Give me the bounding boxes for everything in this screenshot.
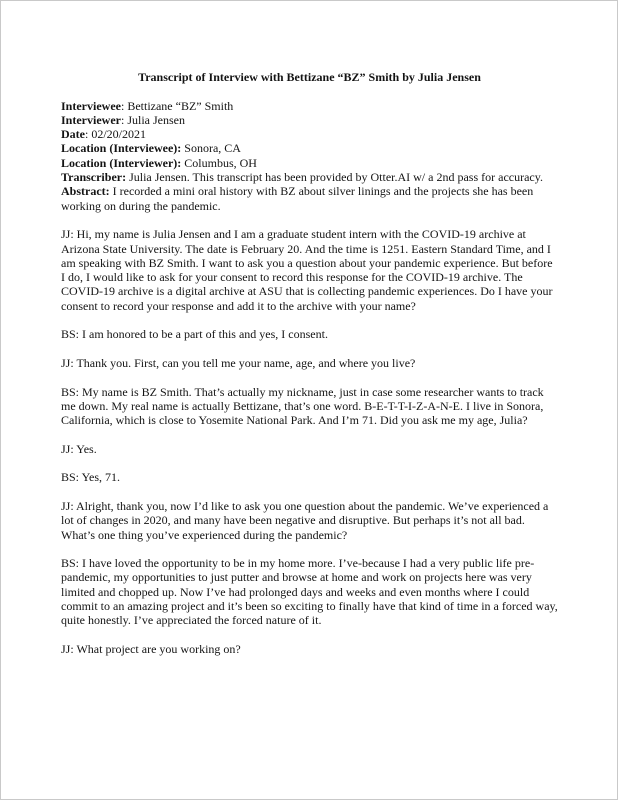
meta-interviewer <box>61 113 558 127</box>
transcript-paragraph: BS: Yes, 71. <box>61 470 121 485</box>
transcript-paragraph: BS: I am honored to be a part of this and yes, I consent. <box>61 327 328 342</box>
transcript-body <box>61 227 561 656</box>
meta-value: Sonora, CA <box>181 141 241 156</box>
meta-value: I recorded a mini oral history with BZ about silver linings and the projects she has been working on during the pandemic. <box>61 184 537 213</box>
meta-transcriber <box>61 170 558 184</box>
meta-label: Location (Interviewee): <box>61 141 182 156</box>
transcript-paragraph: BS: My name is BZ Smith. That’s actually my nickname, just in case some researcher wants to track me down. My real name is actually Bettizane, that’s one word. B-E-T-T-I-Z-A-N-E. I live in Sonora, California, which is close to Yosemite National Park. And I’m 71. Did you ask me my age, Julia? <box>61 384 547 428</box>
meta-value: Columbus, OH <box>181 155 257 170</box>
meta-abstract <box>61 184 558 213</box>
meta-value: : Bettizane “BZ” Smith <box>120 98 234 113</box>
meta-label: Interviewer <box>61 112 121 127</box>
meta-label: Transcriber: <box>61 170 127 185</box>
transcript-paragraph: JJ: What project are you working on? <box>61 641 241 656</box>
transcript-paragraph: JJ: Hi, my name is Julia Jensen and I am a graduate student intern with the COVID-19 archive at Arizona State University. The date is February 20. And the time is 1251. Eastern Standard Time, and I am speaking with BZ Smith. I want to ask you a question about your pandemic experience. But before I do, I would like to ask for your consent to record this response for the COVID-19 archive. The COVID-19 archive is a digital archive at ASU that is collecting pandemic experiences. Do I have your consent to record your response and add it to the archive with your name? <box>61 227 556 313</box>
document-title: Transcript of Interview with Bettizane “BZ” Smith by Julia Jensen <box>138 70 481 84</box>
meta-label: Abstract: <box>61 184 110 199</box>
meta-interviewee <box>61 99 558 113</box>
meta-label: Date <box>61 127 85 142</box>
transcript-paragraph: JJ: Yes. <box>61 441 97 456</box>
meta-date <box>61 127 558 141</box>
meta-value: : Julia Jensen <box>120 112 185 127</box>
meta-location-interviewer <box>61 156 558 170</box>
meta-location-interviewee <box>61 141 558 155</box>
transcript-paragraph: JJ: Thank you. First, can you tell me your name, age, and where you live? <box>61 355 416 370</box>
transcript-paragraph: JJ: Alright, thank you, now I’d like to ask you one question about the pandemic. We’ve experienced a lot of changes in 2020, and many have been negative and disruptive. But perhaps it’s not all bad. What’s one thing you’ve experienced during the pandemic? <box>61 498 552 542</box>
meta-value: Julia Jensen. This transcript has been provided by Otter.AI w/ a 2nd pass for accuracy. <box>126 170 543 185</box>
metadata-block <box>61 99 558 213</box>
meta-value: : 02/20/2021 <box>85 127 147 142</box>
meta-label: Interviewee <box>61 98 121 113</box>
transcript-paragraph: BS: I have loved the opportunity to be in my home more. I’ve-because I had a very public life pre-pandemic, my opportunities to just putter and browse at home and work on projects here was very limited and chopped up. Now I’ve had prolonged days and weeks and even months where I could commit to an amazing project and it’s been so exciting to finally have that kind of time in a forced way, quite honestly. I’ve appreciated the forced nature of it. <box>61 556 561 628</box>
meta-label: Location (Interviewer): <box>61 155 182 170</box>
